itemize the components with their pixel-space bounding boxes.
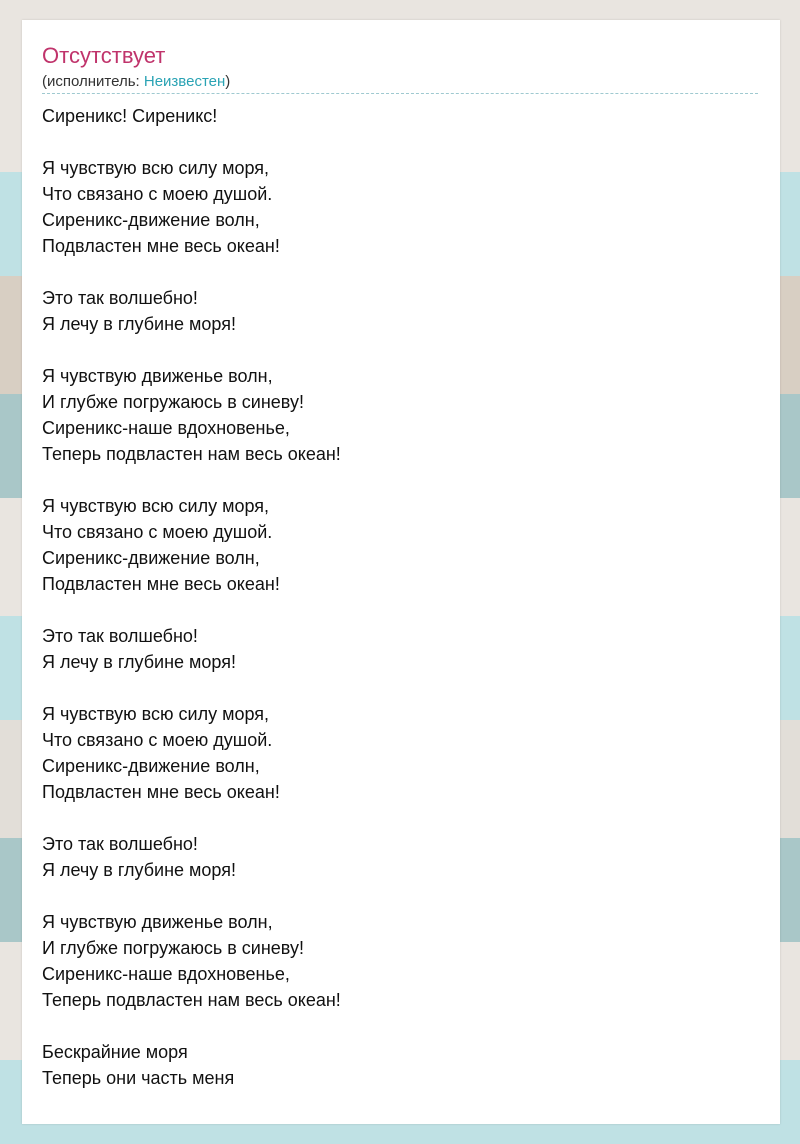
- lyric-line: Это так волшебно!: [42, 626, 198, 646]
- lyrics-body: [42, 103, 752, 1091]
- lyric-line: Это так волшебно!: [42, 288, 198, 308]
- lyric-line: Теперь они часть меня: [42, 1068, 235, 1088]
- lyric-line: Сиреникс-наше вдохновенье,: [42, 418, 290, 438]
- song-title: Отсутствует: [42, 43, 166, 68]
- lyric-line: Сиреникс! Сиреникс!: [42, 106, 218, 126]
- lyric-line: Я чувствую движенье волн,: [42, 366, 273, 386]
- lyric-line: Я чувствую всю силу моря,: [42, 496, 270, 516]
- lyric-line: Сиреникс-движение волн,: [42, 756, 260, 776]
- lyric-line: Я лечу в глубине моря!: [42, 314, 236, 334]
- lyric-line: Подвластен мне весь океан!: [42, 782, 280, 802]
- lyric-line: Теперь подвластен нам весь океан!: [42, 990, 341, 1010]
- lyric-line: Я лечу в глубине моря!: [42, 860, 236, 880]
- lyrics-sheet: [22, 20, 780, 1124]
- lyric-line: Что связано с моею душой.: [42, 522, 273, 542]
- stanza-break: [42, 1013, 752, 1039]
- lyric-line: И глубже погружаюсь в синеву!: [42, 392, 304, 412]
- stanza-break: [42, 467, 752, 493]
- stanza-break: [42, 129, 752, 155]
- artist-line: [42, 72, 230, 92]
- stanza-break: [42, 259, 752, 285]
- lyric-line: Это так волшебно!: [42, 834, 198, 854]
- lyric-line: Я лечу в глубине моря!: [42, 652, 236, 672]
- lyric-line: Теперь подвластен нам весь океан!: [42, 444, 341, 464]
- lyric-line: Я чувствую движенье волн,: [42, 912, 273, 932]
- lyric-line: Что связано с моею душой.: [42, 184, 273, 204]
- stanza-break: [42, 675, 752, 701]
- artist-link[interactable]: Неизвестен: [143, 73, 226, 90]
- artist-suffix: ): [225, 73, 231, 90]
- stanza-break: [42, 337, 752, 363]
- lyric-line: И глубже погружаюсь в синеву!: [42, 938, 304, 958]
- lyric-line: Что связано с моею душой.: [42, 730, 273, 750]
- lyric-line: Подвластен мне весь океан!: [42, 574, 280, 594]
- lyric-line: Бескрайние моря: [42, 1042, 188, 1062]
- stanza-break: [42, 597, 752, 623]
- header-divider: [42, 93, 758, 94]
- lyric-line: Я чувствую всю силу моря,: [42, 158, 270, 178]
- stanza-break: [42, 805, 752, 831]
- lyric-line: Подвластен мне весь океан!: [42, 236, 280, 256]
- artist-prefix: (исполнитель:: [42, 73, 144, 90]
- lyric-line: Сиреникс-движение волн,: [42, 210, 260, 230]
- lyric-line: Сиреникс-движение волн,: [42, 548, 260, 568]
- stanza-break: [42, 883, 752, 909]
- lyric-line: Я чувствую всю силу моря,: [42, 704, 270, 724]
- lyric-line: Сиреникс-наше вдохновенье,: [42, 964, 290, 984]
